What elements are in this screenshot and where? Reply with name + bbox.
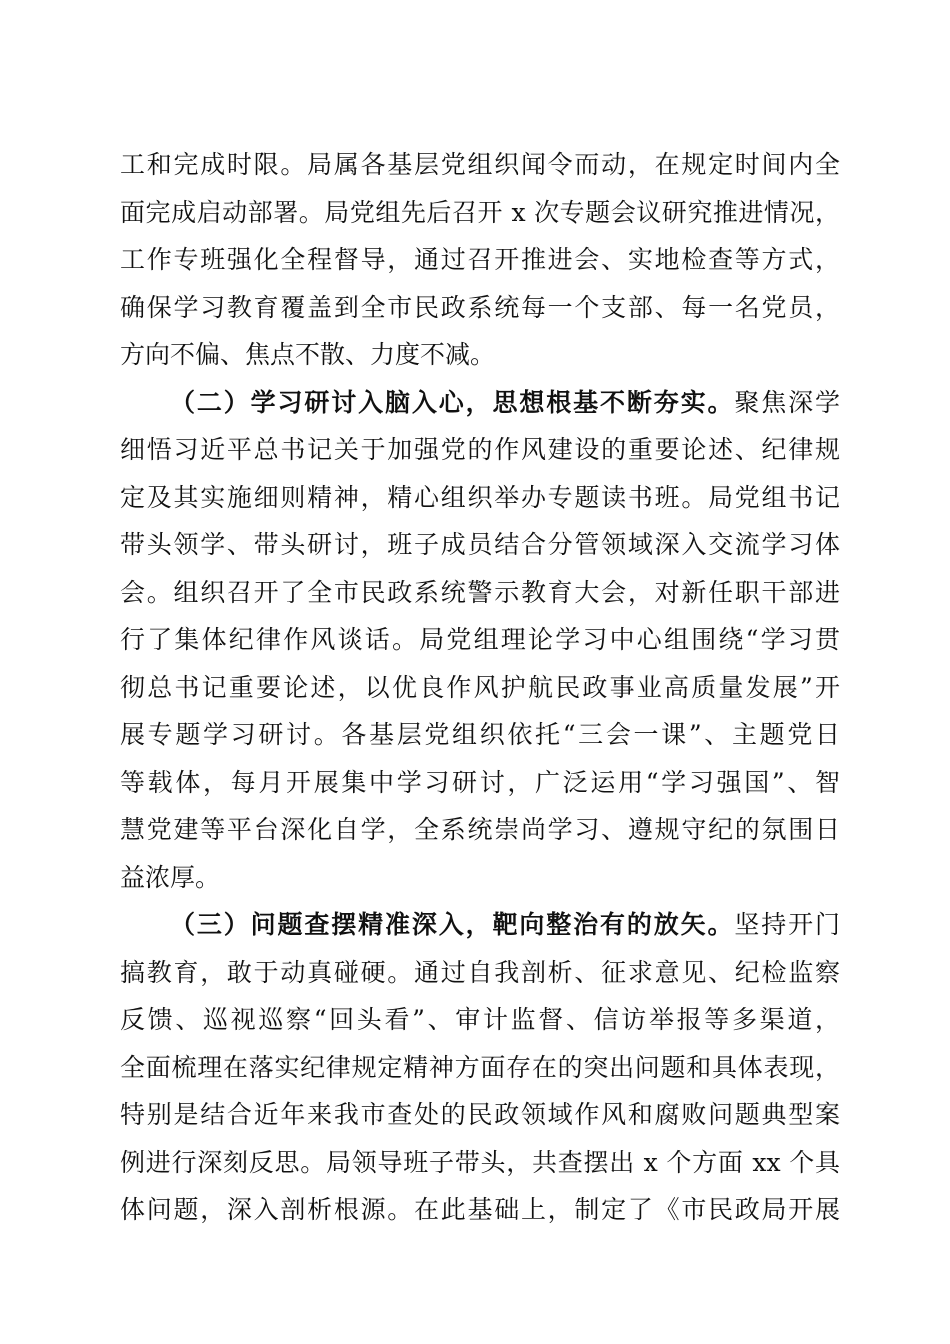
paragraph-2-first-line [170,383,840,423]
paragraph-2-line-2: 细悟习近平总书记关于加强党的作风建设的重要论述、纪律规 [120,435,840,464]
paragraph-1-line-4: 确保学习教育覆盖到全市民政系统每一个支部、每一名党员， [120,293,840,322]
paragraph-2-heading: （二）学习研讨入脑入心，思想根基不断夯实。 [170,388,735,417]
paragraph-2-line-7: 彻总书记重要论述，以优良作风护航民政事业高质量发展”开 [120,673,840,702]
paragraph-3-first-line-rest: 坚持开门 [734,910,840,939]
paragraph-2-line-11: 益浓厚。 [120,863,221,892]
paragraph-1-line-1: 工和完成时限。局属各基层党组织闻令而动，在规定时间内全 [120,150,840,179]
paragraph-1-line-5: 方向不偏、焦点不散、力度不减。 [120,340,496,369]
paragraph-3-heading: （三）问题查摆精准深入，靶向整治有的放矢。 [170,910,735,939]
paragraph-2-line-8: 展专题学习研讨。各基层党组织依托“三会一课”、主题党日 [120,720,840,749]
paragraph-2-line-3: 定及其实施细则精神，精心组织举办专题读书班。局党组书记 [120,483,840,512]
paragraph-2-first-line-rest: 聚焦深学 [734,388,840,417]
paragraph-3-first-line [170,905,840,945]
paragraph-2-line-4: 带头领学、带头研讨，班子成员结合分管领域深入交流学习体 [120,530,840,559]
paragraph-2-line-6: 行了集体纪律作风谈话。局党组理论学习中心组围绕“学习贯 [120,625,840,654]
paragraph-1-line-3: 工作专班强化全程督导，通过召开推进会、实地检查等方式， [120,245,840,274]
paragraph-3-line-7: 体问题，深入剖析根源。在此基础上，制定了《市民政局开展 [120,1195,840,1224]
paragraph-2-line-5: 会。组织召开了全市民政系统警示教育大会，对新任职干部进 [120,578,840,607]
paragraph-2-line-10: 慧党建等平台深化自学，全系统崇尚学习、遵规守纪的氛围日 [120,815,840,844]
paragraph-3-line-5: 特别是结合近年来我市查处的民政领域作风和腐败问题典型案 [120,1100,840,1129]
paragraph-3-line-4: 全面梳理在落实纪律规定精神方面存在的突出问题和具体表现， [120,1053,840,1082]
paragraph-3-line-3: 反馈、巡视巡察“回头看”、审计监督、信访举报等多渠道， [120,1005,840,1034]
paragraph-3-line-2: 搞教育，敢于动真碰硬。通过自我剖析、征求意见、纪检监察 [120,958,840,987]
paragraph-1-line-2: 面完成启动部署。局党组先后召开 x 次专题会议研究推进情况， [120,198,840,227]
paragraph-3-line-6: 例进行深刻反思。局领导班子带头，共查摆出 x 个方面 xx 个具 [120,1148,840,1177]
paragraph-2-line-9: 等载体，每月开展集中学习研讨，广泛运用“学习强国”、智 [120,768,840,797]
